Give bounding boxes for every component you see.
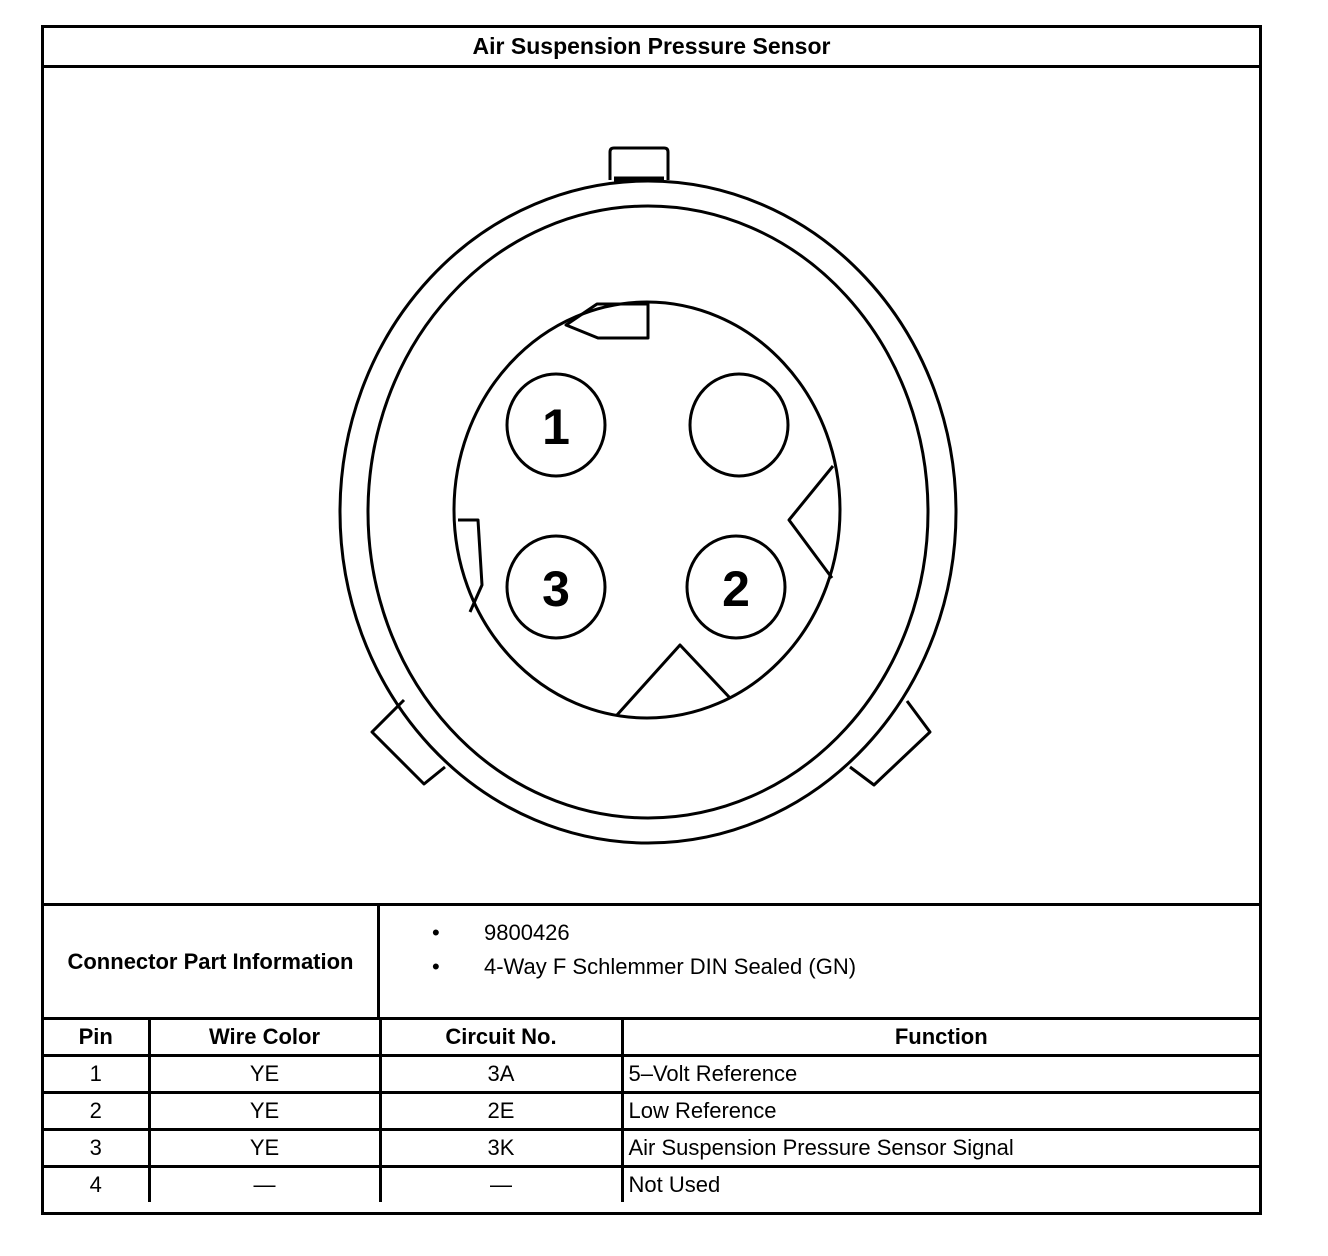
header-wire-color: Wire Color xyxy=(149,1020,380,1056)
cell-function: Not Used xyxy=(622,1167,1259,1203)
inner-shell xyxy=(368,206,928,818)
cell-function: 5–Volt Reference xyxy=(622,1056,1259,1093)
cell-pin: 3 xyxy=(44,1130,149,1167)
part-info-label: Connector Part Information xyxy=(44,906,380,1017)
pin-label-3: 3 xyxy=(542,561,570,617)
cell-pin: 1 xyxy=(44,1056,149,1093)
header-circuit-no: Circuit No. xyxy=(380,1020,622,1056)
pin-cavity-4 xyxy=(690,374,788,476)
outer-shell xyxy=(340,181,956,843)
terminal-insert xyxy=(454,302,840,718)
insert-key-top xyxy=(566,304,648,338)
part-info-list xyxy=(432,916,856,984)
cell-circuit: 2E xyxy=(380,1093,622,1130)
cell-pin: 2 xyxy=(44,1093,149,1130)
header-function: Function xyxy=(622,1020,1259,1056)
cell-function: Low Reference xyxy=(622,1093,1259,1130)
table-row xyxy=(44,1056,1259,1093)
connector-part-information xyxy=(44,903,1259,1020)
cell-circuit: — xyxy=(380,1167,622,1203)
table-row xyxy=(44,1167,1259,1203)
pin-label-2: 2 xyxy=(722,561,750,617)
cell-circuit: 3A xyxy=(380,1056,622,1093)
connector-sheet xyxy=(41,25,1262,1215)
cell-pin: 4 xyxy=(44,1167,149,1203)
top-key-tab xyxy=(610,148,668,180)
left-latch-tab xyxy=(372,700,445,784)
cell-wire-color: YE xyxy=(149,1056,380,1093)
table-row xyxy=(44,1130,1259,1167)
part-info-item: • 9800426 xyxy=(432,916,856,950)
part-info-item: • 4-Way F Schlemmer DIN Sealed (GN) xyxy=(432,950,856,984)
page-title: Air Suspension Pressure Sensor xyxy=(44,28,1259,68)
cell-function: Air Suspension Pressure Sensor Signal xyxy=(622,1130,1259,1167)
cell-wire-color: YE xyxy=(149,1130,380,1167)
table-row xyxy=(44,1093,1259,1130)
cell-circuit: 3K xyxy=(380,1130,622,1167)
table-header-row xyxy=(44,1020,1259,1056)
cell-wire-color: YE xyxy=(149,1093,380,1130)
insert-key-right xyxy=(789,466,833,578)
connector-face-drawing xyxy=(44,68,1259,903)
cell-wire-color: — xyxy=(149,1167,380,1203)
right-latch-tab xyxy=(850,701,930,785)
pin-label-1: 1 xyxy=(542,399,570,455)
connector-diagram xyxy=(44,68,1259,903)
header-pin: Pin xyxy=(44,1020,149,1056)
pin-table xyxy=(44,1020,1259,1202)
